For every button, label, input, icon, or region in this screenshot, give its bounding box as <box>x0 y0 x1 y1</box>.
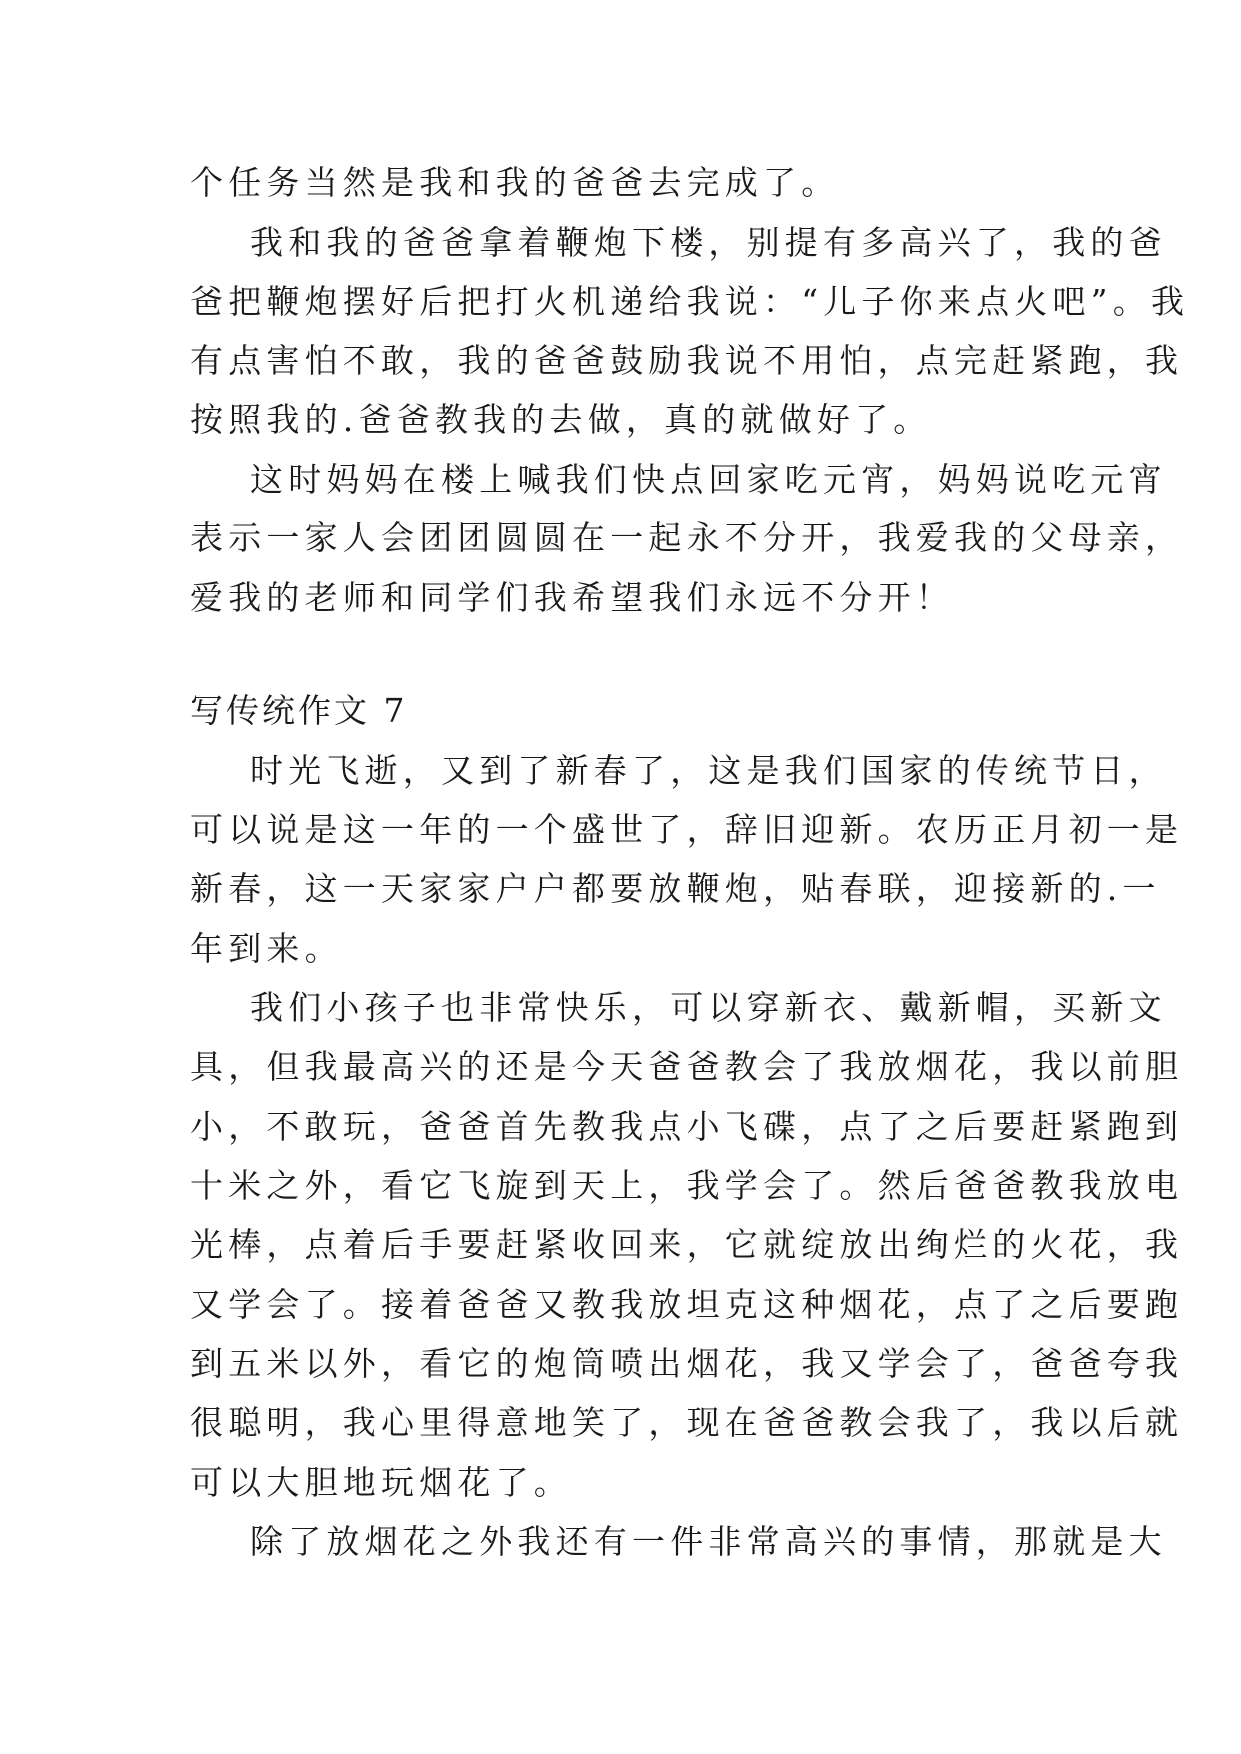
section-heading: 写传统作文 7 <box>190 691 408 730</box>
text-line: 可以大胆地玩烟花了。 <box>190 1463 572 1502</box>
text-line: 我和我的爸爸拿着鞭炮下楼，别提有多高兴了，我的爸 <box>250 223 1167 262</box>
text-line: 光棒，点着后手要赶紧收回来，它就绽放出绚烂的火花，我 <box>190 1225 1184 1264</box>
text-line: 表示一家人会团团圆圆在一起永不分开，我爱我的父母亲， <box>190 518 1184 557</box>
text-line: 十米之外，看它飞旋到天上，我学会了。然后爸爸教我放电 <box>190 1166 1184 1205</box>
text-line: 我们小孩子也非常快乐，可以穿新衣、戴新帽，买新文 <box>250 988 1167 1027</box>
text-line: 又学会了。接着爸爸又教我放坦克这种烟花，点了之后要跑 <box>190 1285 1184 1324</box>
text-line: 新春，这一天家家户户都要放鞭炮，贴春联，迎接新的.一 <box>190 869 1161 908</box>
text-line: 很聪明，我心里得意地笑了，现在爸爸教会我了，我以后就 <box>190 1403 1184 1442</box>
text-line: 爸把鞭炮摆好后把打火机递给我说：“儿子你来点火吧”。我 <box>190 282 1190 321</box>
text-line: 具，但我最高兴的还是今天爸爸教会了我放烟花，我以前胆 <box>190 1047 1184 1086</box>
text-line: 爱我的老师和同学们我希望我们永远不分开！ <box>190 578 954 617</box>
text-line: 年到来。 <box>190 929 343 968</box>
text-line: 这时妈妈在楼上喊我们快点回家吃元宵，妈妈说吃元宵 <box>250 460 1167 499</box>
text-line: 时光飞逝，又到了新春了，这是我们国家的传统节日， <box>250 751 1167 790</box>
text-line: 有点害怕不敢，我的爸爸鼓励我说不用怕，点完赶紧跑，我 <box>190 341 1184 380</box>
text-line: 到五米以外，看它的炮筒喷出烟花，我又学会了，爸爸夸我 <box>190 1344 1184 1383</box>
text-line: 小，不敢玩，爸爸首先教我点小飞碟，点了之后要赶紧跑到 <box>190 1107 1184 1146</box>
text-line: 按照我的.爸爸教我的去做，真的就做好了。 <box>190 400 932 439</box>
text-line: 个任务当然是我和我的爸爸去完成了。 <box>190 163 840 202</box>
text-line: 除了放烟花之外我还有一件非常高兴的事情，那就是大 <box>250 1522 1167 1561</box>
text-line: 可以说是这一年的一个盛世了，辞旧迎新。农历正月初一是 <box>190 810 1184 849</box>
